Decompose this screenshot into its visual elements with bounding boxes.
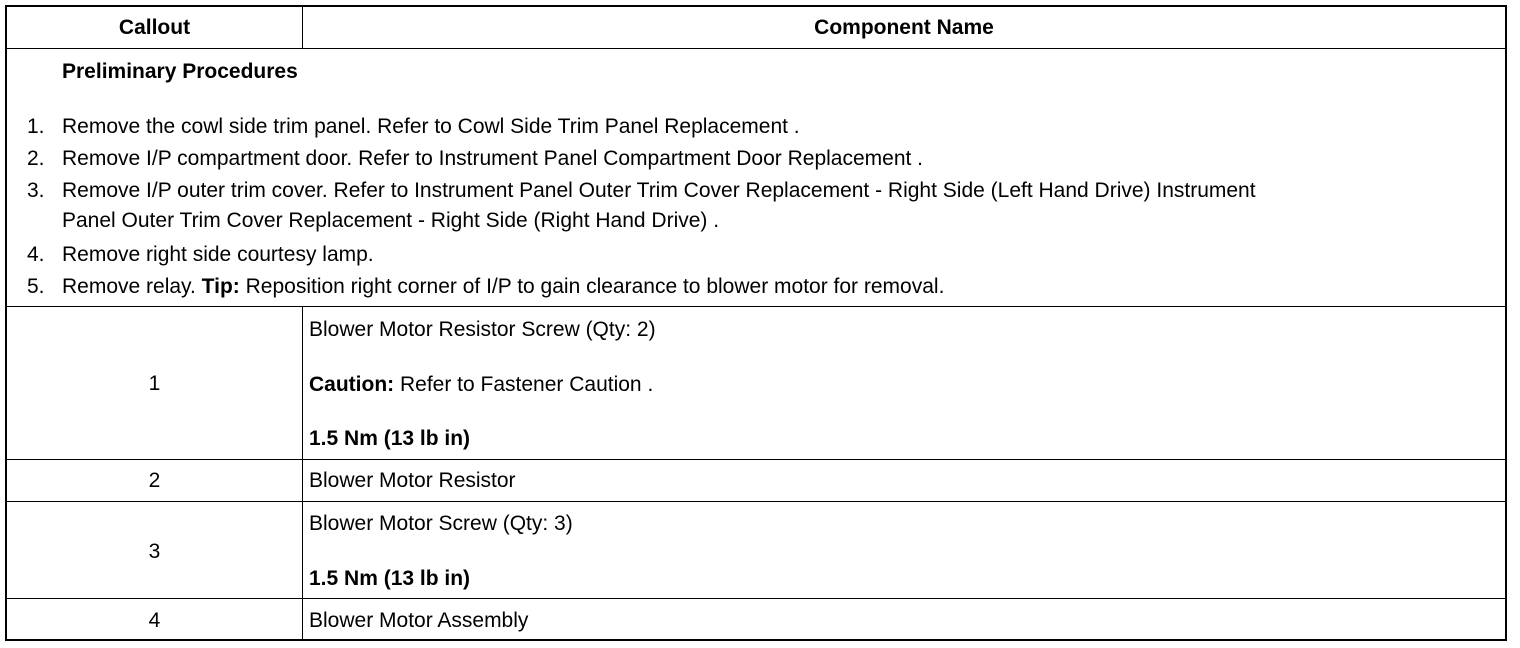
component-name-cell: Blower Motor Assembly: [309, 609, 529, 632]
step-text-continued: Panel Outer Trim Cover Replacement - Right Side (Right Hand Drive) .: [62, 209, 720, 232]
header-divider: [7, 48, 1505, 49]
callout-cell: 1: [148, 372, 161, 395]
torque-spec: 1.5 Nm (13 lb in): [309, 427, 471, 450]
header-component-name: Component Name: [814, 16, 994, 39]
step-text: Remove I/P outer trim cover. Refer to Instrument Panel Outer Trim Cover Replacement - Right Side (Left Hand Drive) Instrument: [62, 179, 1256, 202]
callout-cell: 4: [148, 609, 161, 632]
step-text: Remove the cowl side trim panel. Refer to Cowl Side Trim Panel Replacement .: [62, 115, 800, 138]
caution-text: Refer to Fastener Caution .: [394, 373, 654, 396]
callout-cell: 2: [148, 469, 161, 492]
row-divider: [7, 459, 1505, 460]
component-name-cell: Blower Motor Resistor: [309, 469, 516, 492]
row-divider: [7, 306, 1505, 307]
row-divider: [7, 501, 1505, 502]
step-number: 5.: [27, 275, 45, 298]
caution-note: [309, 373, 653, 397]
row-divider: [7, 598, 1505, 599]
tip-text: Reposition right corner of I/P to gain clearance to blower motor for removal.: [239, 275, 945, 298]
step-text-pre: Remove relay.: [62, 275, 202, 298]
step-number: 3.: [27, 179, 45, 202]
tip-label: Tip:: [201, 275, 240, 298]
step-text: Remove I/P compartment door. Refer to Instrument Panel Compartment Door Replacement .: [62, 147, 923, 170]
step-number: 2.: [27, 147, 45, 170]
column-divider: [302, 306, 303, 639]
components-table: [5, 5, 1507, 641]
step-number: 4.: [27, 243, 45, 266]
torque-spec: 1.5 Nm (13 lb in): [309, 567, 471, 590]
preliminary-heading: Preliminary Procedures: [62, 60, 298, 83]
component-name-cell: Blower Motor Screw (Qty: 3): [309, 512, 573, 535]
component-name-cell: Blower Motor Resistor Screw (Qty: 2): [309, 318, 656, 341]
step-number: 1.: [27, 115, 45, 138]
callout-cell: 3: [148, 540, 161, 563]
caution-label: Caution:: [309, 373, 395, 396]
step-text: Remove right side courtesy lamp.: [62, 243, 374, 266]
step-text: [62, 275, 944, 299]
header-callout: Callout: [118, 16, 191, 39]
